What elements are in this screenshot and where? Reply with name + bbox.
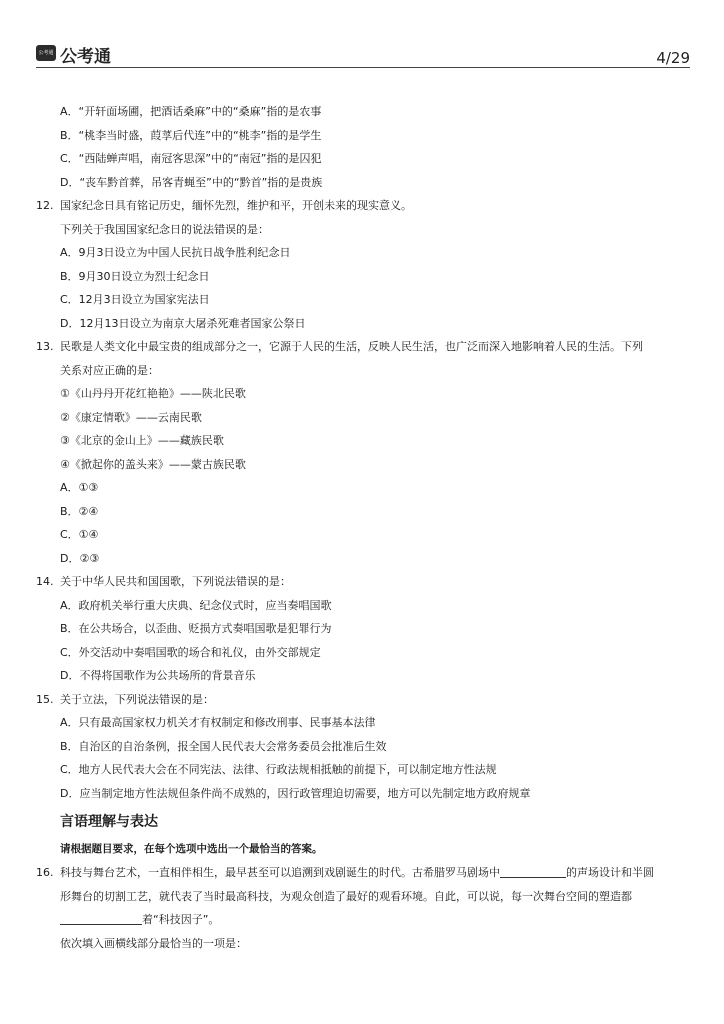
q11-option-a: A．“开轩面场圃，把酒话桑麻”中的“桑麻”指的是农事 bbox=[60, 105, 322, 118]
q14-stem-text: 关于中华人民共和国国歌，下列说法错误的是： bbox=[60, 575, 291, 588]
q12-option-d: D．12月13日设立为南京大屠杀死难者国家公祭日 bbox=[60, 316, 306, 330]
q16-number: 16. bbox=[36, 866, 54, 879]
q15-stem-text: 关于立法，下列说法错误的是： bbox=[60, 692, 214, 706]
q16-line-1b: 的声场设计和半圆 bbox=[566, 866, 654, 879]
q14-option-c: C．外交活动中奏唱国歌的场合和礼仪，由外交部规定 bbox=[60, 645, 321, 659]
q15-option-b: B．自治区的自治条例，报全国人民代表大会常务委员会批准后生效 bbox=[60, 739, 387, 753]
q11-option-d: D．“丧车黔首葬，吊客青蝇至”中的“黔首”指的是贵族 bbox=[60, 175, 323, 189]
section-instruction: 请根据题目要求，在每个选项中选出一个最恰当的答案。 bbox=[60, 843, 323, 855]
q14-stem bbox=[36, 570, 696, 594]
q13-item-4: ④《掀起你的盖头来》——蒙古族民歌 bbox=[60, 457, 246, 471]
q11-option-b: B．“桃李当时盛，葭莩后代连”中的“桃李”指的是学生 bbox=[60, 128, 322, 142]
logo-icon: 公考通 bbox=[36, 45, 56, 61]
q13-stem-text-1: 民歌是人类文化中最宝贵的组成部分之一，它源于人民的生活，反映人民生活，也广泛而深入地影响着人民的生活。下列 bbox=[60, 340, 643, 353]
q14-option-b: B．在公共场合，以歪曲、贬损方式奏唱国歌是犯罪行为 bbox=[60, 622, 332, 635]
q15-option-d: D．应当制定地方性法规但条件尚不成熟的，因行政管理迫切需要，地方可以先制定地方政府规章 bbox=[60, 786, 531, 800]
q15-stem bbox=[36, 688, 696, 712]
section-title: 言语理解与表达 bbox=[60, 814, 158, 830]
q13-number: 13. bbox=[36, 340, 54, 353]
q13-option-d: D．②③ bbox=[60, 551, 100, 565]
q16-line-2: 形舞台的切割工艺，就代表了当时最高科技，为观众创造了最好的观看环境。自此，可以说，每一次舞台空间的塑造都 bbox=[60, 889, 632, 903]
q15-option-a: A．只有最高国家权力机关才有权制定和修改刑事、民事基本法律 bbox=[60, 716, 376, 729]
q11-option-c: C．“西陆蝉声唱，南冠客思深”中的“南冠”指的是囚犯 bbox=[60, 152, 322, 165]
q12-stem bbox=[36, 194, 696, 218]
q12-option-b: B．9月30日设立为烈士纪念日 bbox=[60, 269, 210, 283]
header-divider bbox=[36, 67, 690, 68]
q14-number: 14. bbox=[36, 575, 54, 588]
q15-option-c: C．地方人民代表大会在不同宪法、法律、行政法规相抵触的前提下，可以制定地方性法规 bbox=[60, 763, 497, 776]
q13-option-a: A．①③ bbox=[60, 481, 99, 494]
document-body bbox=[36, 100, 696, 955]
logo-text: 公考通 bbox=[60, 47, 111, 67]
q16-line-3b: 着“科技因子”。 bbox=[142, 913, 220, 926]
q12-option-a: A．9月3日设立为中国人民抗日战争胜利纪念日 bbox=[60, 246, 291, 259]
q16-blank-1 bbox=[500, 865, 566, 878]
q16-line-3 bbox=[36, 908, 696, 932]
q13-option-b: B．②④ bbox=[60, 504, 99, 518]
q12-prompt: 下列关于我国国家纪念日的说法错误的是： bbox=[60, 222, 269, 236]
q12-stem-text: 国家纪念日具有铭记历史，缅怀先烈，维护和平，开创未来的现实意义。 bbox=[60, 199, 412, 212]
q13-option-c: C．①④ bbox=[60, 528, 99, 541]
q14-option-d: D．不得将国歌作为公共场所的背景音乐 bbox=[60, 669, 256, 682]
q16-blank-2 bbox=[60, 912, 142, 925]
q13-item-3: ③《北京的金山上》——藏族民歌 bbox=[60, 434, 224, 447]
q16-prompt: 依次填入画横线部分最恰当的一项是： bbox=[60, 936, 247, 950]
page-number: 4/29 bbox=[656, 49, 690, 67]
q13-stem bbox=[36, 335, 696, 359]
page-header bbox=[36, 40, 690, 70]
q12-option-c: C．12月3日设立为国家宪法日 bbox=[60, 293, 210, 306]
q12-number: 12. bbox=[36, 199, 54, 212]
q13-stem-text-2: 关系对应正确的是： bbox=[60, 363, 159, 377]
q16-stem bbox=[36, 861, 696, 885]
q14-option-a: A．政府机关举行重大庆典、纪念仪式时，应当奏唱国歌 bbox=[60, 598, 332, 612]
q16-line-1a: 科技与舞台艺术，一直相伴相生，最早甚至可以追溯到戏剧诞生的时代。古希腊罗马剧场中 bbox=[60, 866, 500, 879]
q13-item-2: ②《康定情歌》——云南民歌 bbox=[60, 410, 202, 424]
q13-item-1: ①《山丹丹开花红艳艳》——陕北民歌 bbox=[60, 387, 246, 400]
q15-number: 15. bbox=[36, 692, 54, 706]
